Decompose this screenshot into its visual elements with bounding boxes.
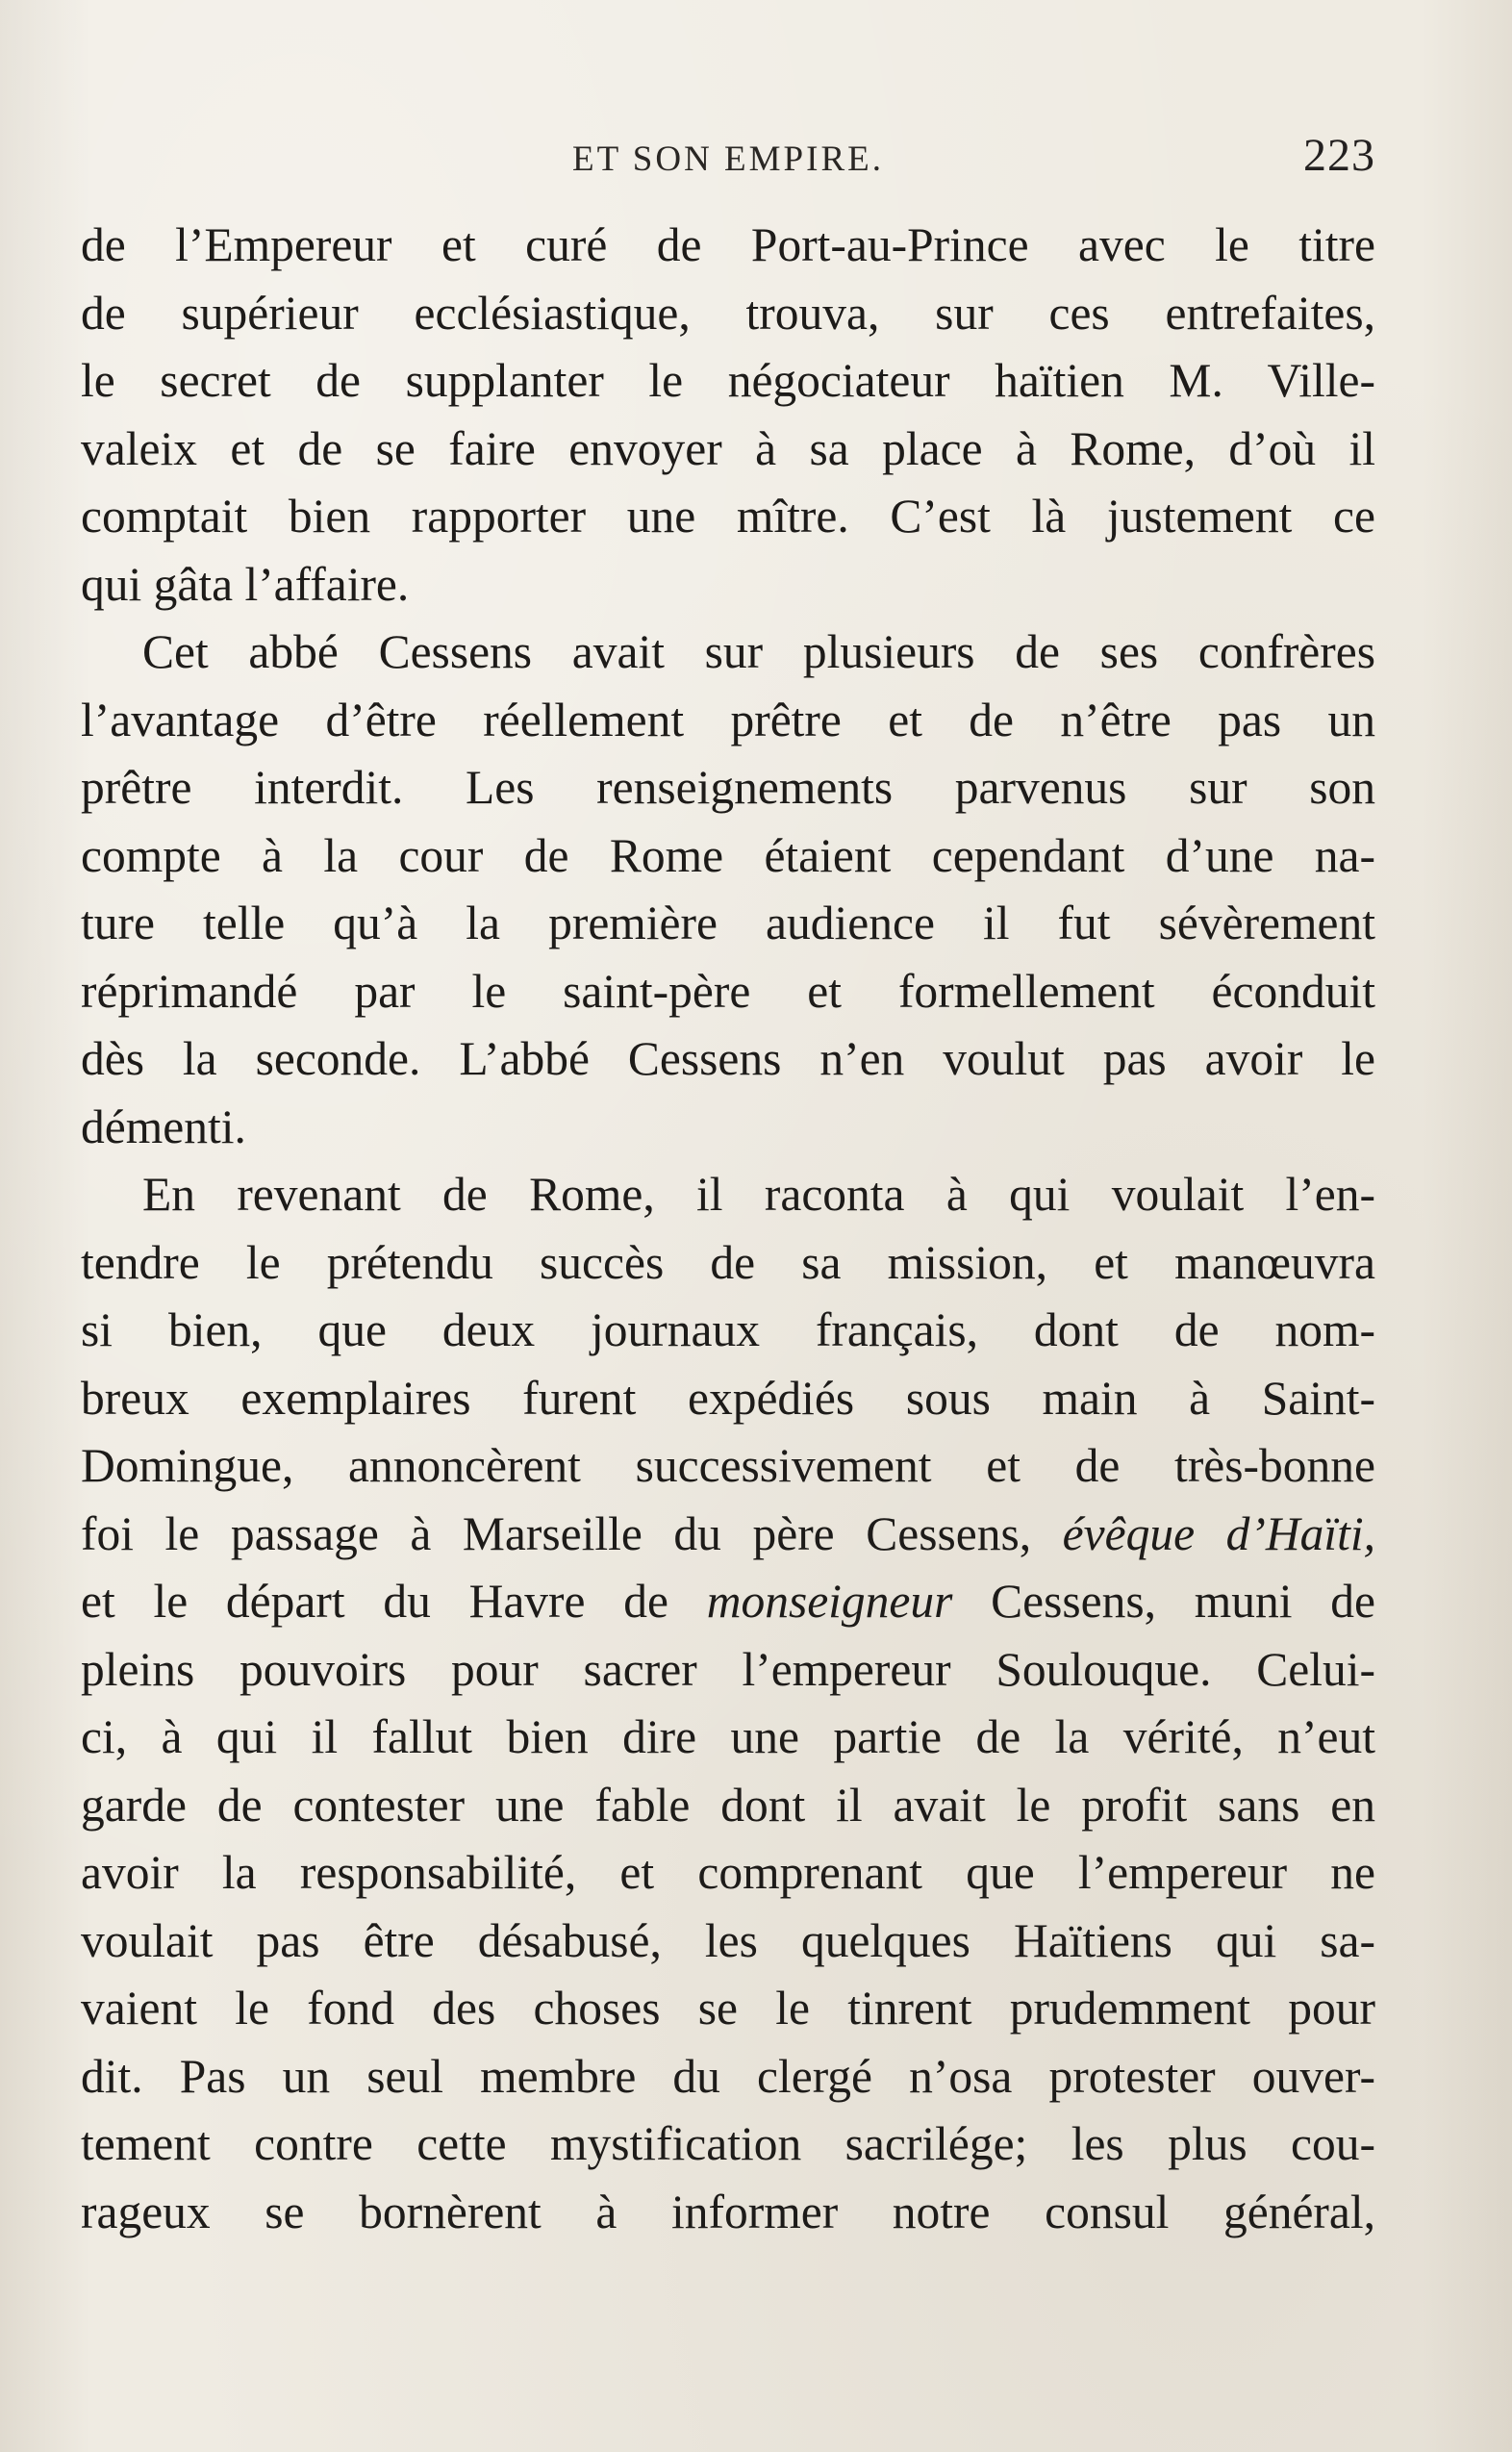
text-line: prêtre interdit. Les renseignements parvenus sur son	[81, 761, 1375, 814]
text-line: tendre le prétendu succès de sa mission, et manœuvra	[81, 1235, 1375, 1289]
text-line: avoir la responsabilité, et comprenant que l’empereur ne	[81, 1846, 1375, 1899]
text-line: voulait pas être désabusé, les quelques Haïtiens qui sa-	[81, 1913, 1375, 1967]
text-line: Domingue, annoncèrent successivement et de très-bonne	[81, 1439, 1375, 1492]
text-line: ture telle qu’à la première audience il fut sévèrement	[81, 897, 1375, 949]
body-text	[81, 212, 1375, 2246]
text-line: En revenant de Rome, il raconta à qui voulait l’en-	[142, 1168, 1375, 1221]
text-line: dit. Pas un seul membre du clergé n’osa protester ouver-	[81, 2049, 1375, 2103]
text-line: réprimandé par le saint-père et formellement éconduit	[81, 964, 1375, 1018]
text-line: vaient le fond des choses se le tinrent prudemment pour	[81, 1982, 1375, 2035]
page-number: 223	[1303, 130, 1375, 181]
text-line: comptait bien rapporter une mître. C’est là justement ce	[81, 490, 1375, 543]
running-title: ET SON EMPIRE.	[572, 139, 884, 179]
text-line: pleins pouvoirs pour sacrer l’empereur Soulouque. Celui-	[81, 1642, 1375, 1696]
text-line: valeix et de se faire envoyer à sa place à Rome, d’où il	[81, 421, 1375, 475]
text-run: Cessens, muni de	[952, 1575, 1375, 1628]
text-line: qui gâta l’affaire.	[81, 557, 410, 611]
text-line: tement contre cette mystification sacrilége; les plus cou-	[81, 2117, 1375, 2170]
text-line: ci, à qui il fallut bien dire une partie de la vérité, n’eut	[81, 1710, 1375, 1763]
text-run: foi le passage à Marseille du père Cessens,	[81, 1506, 1063, 1560]
text-line: compte à la cour de Rome étaient cependant d’une na-	[81, 828, 1375, 882]
text-line: l’avantage d’être réellement prêtre et de n’être pas un	[81, 693, 1375, 746]
italic-run: monseigneur	[706, 1575, 953, 1628]
text-line-with-italic	[81, 1501, 1375, 1569]
text-line: de l’Empereur et curé de Port-au-Prince avec le titre	[81, 218, 1375, 271]
paragraph-2	[81, 619, 1375, 1161]
text-line: le secret de supplanter le négociateur haïtien M. Ville-	[81, 354, 1375, 407]
text-line: dès la seconde. L’abbé Cessens n’en voulut pas avoir le	[81, 1032, 1375, 1085]
book-page	[81, 125, 1375, 2246]
text-line: breux exemplaires furent expédiés sous main à Saint-	[81, 1371, 1375, 1425]
italic-run: évêque d’Haïti,	[1062, 1506, 1375, 1560]
paragraph-3	[81, 1161, 1375, 2246]
text-line: de supérieur ecclésiastique, trouva, sur ces entrefaites,	[81, 286, 1375, 340]
paragraph-1	[81, 212, 1375, 619]
text-line: si bien, que deux journaux français, dont de nom-	[81, 1303, 1375, 1356]
text-line-with-italic	[81, 1568, 1375, 1636]
running-head	[81, 125, 1375, 183]
text-line: démenti.	[81, 1100, 246, 1153]
text-line: garde de contester une fable dont il avait le profit sans en	[81, 1778, 1375, 1832]
text-line: rageux se bornèrent à informer notre consul général,	[81, 2185, 1375, 2238]
text-line: Cet abbé Cessens avait sur plusieurs de ses confrères	[142, 625, 1375, 678]
text-run: et le départ du Havre de	[81, 1575, 707, 1628]
